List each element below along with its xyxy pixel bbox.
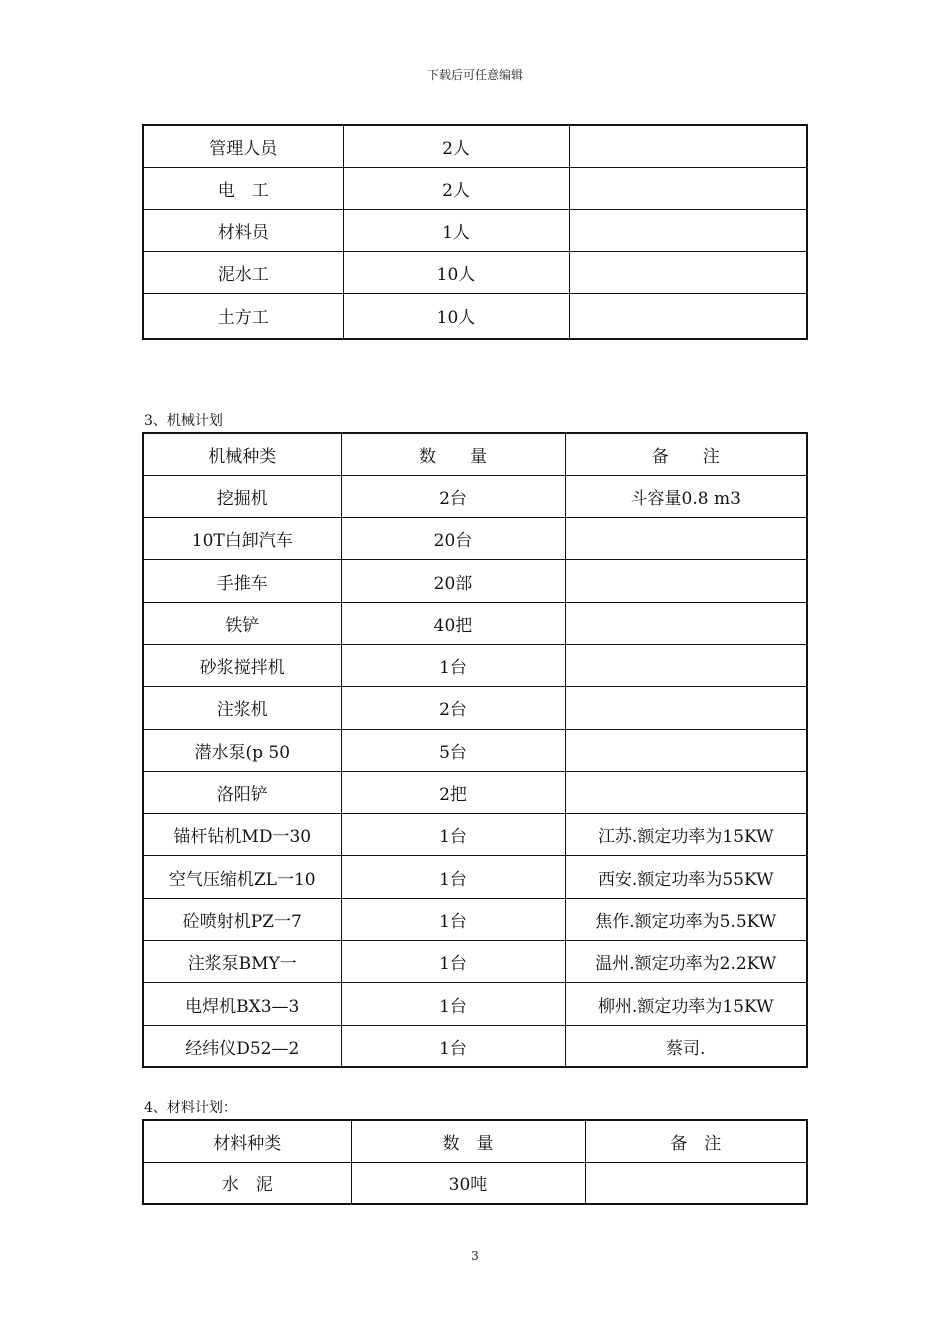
machine-note-cell: 焦作.额定功率为5.5KW bbox=[565, 898, 807, 940]
column-header: 备 注 bbox=[585, 1120, 807, 1162]
table-row bbox=[143, 856, 807, 898]
staff-count-cell: 2人 bbox=[343, 167, 569, 209]
table-row bbox=[143, 167, 807, 209]
machine-type-cell: 砂浆搅拌机 bbox=[143, 644, 341, 686]
table-row bbox=[143, 941, 807, 983]
column-header: 机械种类 bbox=[143, 433, 341, 475]
machine-qty-cell: 1台 bbox=[341, 644, 565, 686]
staff-count-cell: 10人 bbox=[343, 293, 569, 339]
machine-type-cell: 砼喷射机PZ一7 bbox=[143, 898, 341, 940]
table-row bbox=[143, 814, 807, 856]
staff-count-cell: 1人 bbox=[343, 209, 569, 251]
staff-role-cell: 泥水工 bbox=[143, 251, 343, 293]
table-row bbox=[143, 983, 807, 1025]
staff-count-cell: 10人 bbox=[343, 251, 569, 293]
table-row bbox=[143, 475, 807, 517]
table-row bbox=[143, 602, 807, 644]
staff-note-cell bbox=[569, 125, 807, 167]
page-number: 3 bbox=[471, 1249, 479, 1263]
machine-qty-cell: 1台 bbox=[341, 814, 565, 856]
machine-type-cell: 注浆泵BMY一 bbox=[143, 941, 341, 983]
machine-qty-cell: 20部 bbox=[341, 560, 565, 602]
header-note: 下载后可任意编辑 bbox=[426, 68, 523, 82]
machine-type-cell: 铁铲 bbox=[143, 602, 341, 644]
machine-type-cell: 经纬仪D52—2 bbox=[143, 1025, 341, 1067]
machine-note-cell bbox=[565, 602, 807, 644]
machine-qty-cell: 2把 bbox=[341, 771, 565, 813]
machine-qty-cell: 20台 bbox=[341, 518, 565, 560]
staff-count-cell: 2人 bbox=[343, 125, 569, 167]
table-row bbox=[143, 771, 807, 813]
machine-type-cell: 空气压缩机ZL一10 bbox=[143, 856, 341, 898]
table-row bbox=[143, 293, 807, 339]
machine-type-cell: 锚杆钻机MD一30 bbox=[143, 814, 341, 856]
materials-table bbox=[142, 1119, 808, 1205]
staff-note-cell bbox=[569, 209, 807, 251]
machinery-table bbox=[142, 432, 808, 1068]
machine-note-cell: 温州.额定功率为2.2KW bbox=[565, 941, 807, 983]
column-header: 备 注 bbox=[565, 433, 807, 475]
machine-note-cell: 江苏.额定功率为15KW bbox=[565, 814, 807, 856]
material-qty-cell: 30吨 bbox=[351, 1162, 585, 1204]
table-row bbox=[143, 644, 807, 686]
machine-note-cell bbox=[565, 518, 807, 560]
machine-qty-cell: 2台 bbox=[341, 475, 565, 517]
machine-type-cell: 手推车 bbox=[143, 560, 341, 602]
machine-note-cell: 西安.额定功率为55KW bbox=[565, 856, 807, 898]
column-header: 数 量 bbox=[351, 1120, 585, 1162]
table-row bbox=[143, 1162, 807, 1204]
material-note-cell bbox=[585, 1162, 807, 1204]
staff-role-cell: 管理人员 bbox=[143, 125, 343, 167]
machine-type-cell: 10T白卸汽车 bbox=[143, 518, 341, 560]
table-row bbox=[143, 518, 807, 560]
machine-qty-cell: 40把 bbox=[341, 602, 565, 644]
staff-role-cell: 土方工 bbox=[143, 293, 343, 339]
machine-qty-cell: 2台 bbox=[341, 687, 565, 729]
table-header-row bbox=[143, 1120, 807, 1162]
table-row bbox=[143, 687, 807, 729]
table-row bbox=[143, 1025, 807, 1067]
table-row bbox=[143, 560, 807, 602]
machine-note-cell bbox=[565, 560, 807, 602]
staff-table bbox=[142, 124, 808, 340]
staff-note-cell bbox=[569, 293, 807, 339]
machine-qty-cell: 5台 bbox=[341, 729, 565, 771]
machinery-section-title: 3、机械计划 bbox=[144, 413, 223, 429]
machine-qty-cell: 1台 bbox=[341, 898, 565, 940]
machine-note-cell: 斗容量0.8 m3 bbox=[565, 475, 807, 517]
machine-type-cell: 洛阳铲 bbox=[143, 771, 341, 813]
staff-note-cell bbox=[569, 167, 807, 209]
table-row bbox=[143, 251, 807, 293]
staff-role-cell: 电 工 bbox=[143, 167, 343, 209]
machine-qty-cell: 1台 bbox=[341, 983, 565, 1025]
machine-note-cell bbox=[565, 729, 807, 771]
machine-note-cell bbox=[565, 644, 807, 686]
machine-type-cell: 挖掘机 bbox=[143, 475, 341, 517]
machine-type-cell: 潜水泵(p 50 bbox=[143, 729, 341, 771]
column-header: 数 量 bbox=[341, 433, 565, 475]
machine-qty-cell: 1台 bbox=[341, 941, 565, 983]
machine-note-cell: 柳州.额定功率为15KW bbox=[565, 983, 807, 1025]
table-row bbox=[143, 125, 807, 167]
machine-note-cell bbox=[565, 771, 807, 813]
table-row bbox=[143, 898, 807, 940]
table-row bbox=[143, 209, 807, 251]
table-row bbox=[143, 729, 807, 771]
staff-note-cell bbox=[569, 251, 807, 293]
material-type-cell: 水 泥 bbox=[143, 1162, 351, 1204]
machine-qty-cell: 1台 bbox=[341, 1025, 565, 1067]
table-header-row bbox=[143, 433, 807, 475]
machine-note-cell: 蔡司. bbox=[565, 1025, 807, 1067]
staff-role-cell: 材料员 bbox=[143, 209, 343, 251]
machine-note-cell bbox=[565, 687, 807, 729]
materials-section-title: 4、材料计划： bbox=[144, 1100, 237, 1116]
machine-qty-cell: 1台 bbox=[341, 856, 565, 898]
column-header: 材料种类 bbox=[143, 1120, 351, 1162]
machine-type-cell: 电焊机BX3—3 bbox=[143, 983, 341, 1025]
machine-type-cell: 注浆机 bbox=[143, 687, 341, 729]
